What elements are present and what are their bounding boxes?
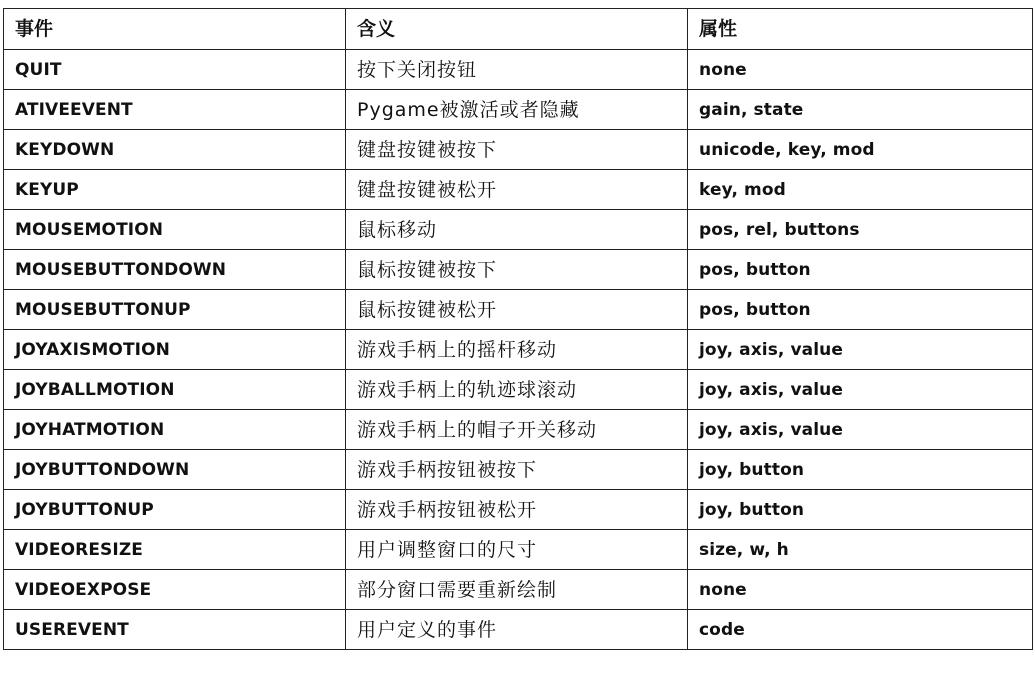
- event-name-cell: ATIVEEVENT: [4, 90, 346, 130]
- event-attributes-cell: none: [688, 570, 1033, 610]
- table-row: [4, 330, 1033, 370]
- event-name-cell: KEYDOWN: [4, 130, 346, 170]
- event-name-cell: VIDEORESIZE: [4, 530, 346, 570]
- table-row: [4, 370, 1033, 410]
- event-meaning-cell: 游戏手柄按钮被按下: [346, 450, 688, 490]
- header-attributes: 属性: [688, 9, 1033, 50]
- event-meaning-cell: 键盘按键被按下: [346, 130, 688, 170]
- event-attributes-cell: pos, button: [688, 290, 1033, 330]
- event-name-cell: JOYBUTTONUP: [4, 490, 346, 530]
- table-row: [4, 210, 1033, 250]
- event-name-cell: QUIT: [4, 50, 346, 90]
- event-name-cell: MOUSEMOTION: [4, 210, 346, 250]
- event-name-cell: JOYAXISMOTION: [4, 330, 346, 370]
- table-row: [4, 50, 1033, 90]
- event-attributes-cell: code: [688, 610, 1033, 650]
- event-meaning-cell: 用户定义的事件: [346, 610, 688, 650]
- event-name-cell: VIDEOEXPOSE: [4, 570, 346, 610]
- event-attributes-cell: joy, button: [688, 450, 1033, 490]
- event-name-cell: MOUSEBUTTONDOWN: [4, 250, 346, 290]
- event-attributes-cell: size, w, h: [688, 530, 1033, 570]
- table-row: [4, 410, 1033, 450]
- event-meaning-cell: 游戏手柄上的摇杆移动: [346, 330, 688, 370]
- event-meaning-cell: 部分窗口需要重新绘制: [346, 570, 688, 610]
- event-attributes-cell: unicode, key, mod: [688, 130, 1033, 170]
- event-name-cell: JOYBUTTONDOWN: [4, 450, 346, 490]
- header-event: 事件: [4, 9, 346, 50]
- event-meaning-cell: 键盘按键被松开: [346, 170, 688, 210]
- event-name-cell: JOYHATMOTION: [4, 410, 346, 450]
- event-meaning-cell: Pygame被激活或者隐藏: [346, 90, 688, 130]
- event-meaning-cell: 游戏手柄按钮被松开: [346, 490, 688, 530]
- event-attributes-cell: key, mod: [688, 170, 1033, 210]
- event-attributes-cell: gain, state: [688, 90, 1033, 130]
- event-attributes-cell: joy, axis, value: [688, 330, 1033, 370]
- event-meaning-cell: 游戏手柄上的轨迹球滚动: [346, 370, 688, 410]
- event-name-cell: USEREVENT: [4, 610, 346, 650]
- table-row: [4, 90, 1033, 130]
- event-name-cell: KEYUP: [4, 170, 346, 210]
- table-row: [4, 530, 1033, 570]
- table-row: [4, 610, 1033, 650]
- event-attributes-cell: joy, axis, value: [688, 410, 1033, 450]
- table-body: [4, 50, 1033, 650]
- header-row: [4, 9, 1033, 50]
- table-row: [4, 490, 1033, 530]
- table-row: [4, 570, 1033, 610]
- event-meaning-cell: 鼠标按键被松开: [346, 290, 688, 330]
- event-meaning-cell: 鼠标按键被按下: [346, 250, 688, 290]
- event-attributes-cell: joy, button: [688, 490, 1033, 530]
- table-row: [4, 450, 1033, 490]
- table-row: [4, 290, 1033, 330]
- event-meaning-cell: 鼠标移动: [346, 210, 688, 250]
- event-meaning-cell: 游戏手柄上的帽子开关移动: [346, 410, 688, 450]
- table-row: [4, 170, 1033, 210]
- header-meaning: 含义: [346, 9, 688, 50]
- table-row: [4, 250, 1033, 290]
- event-meaning-cell: 按下关闭按钮: [346, 50, 688, 90]
- pygame-events-table: [3, 8, 1033, 650]
- event-attributes-cell: pos, button: [688, 250, 1033, 290]
- event-attributes-cell: pos, rel, buttons: [688, 210, 1033, 250]
- event-meaning-cell: 用户调整窗口的尺寸: [346, 530, 688, 570]
- event-attributes-cell: joy, axis, value: [688, 370, 1033, 410]
- event-attributes-cell: none: [688, 50, 1033, 90]
- event-name-cell: MOUSEBUTTONUP: [4, 290, 346, 330]
- table-row: [4, 130, 1033, 170]
- table-header: [4, 9, 1033, 50]
- event-name-cell: JOYBALLMOTION: [4, 370, 346, 410]
